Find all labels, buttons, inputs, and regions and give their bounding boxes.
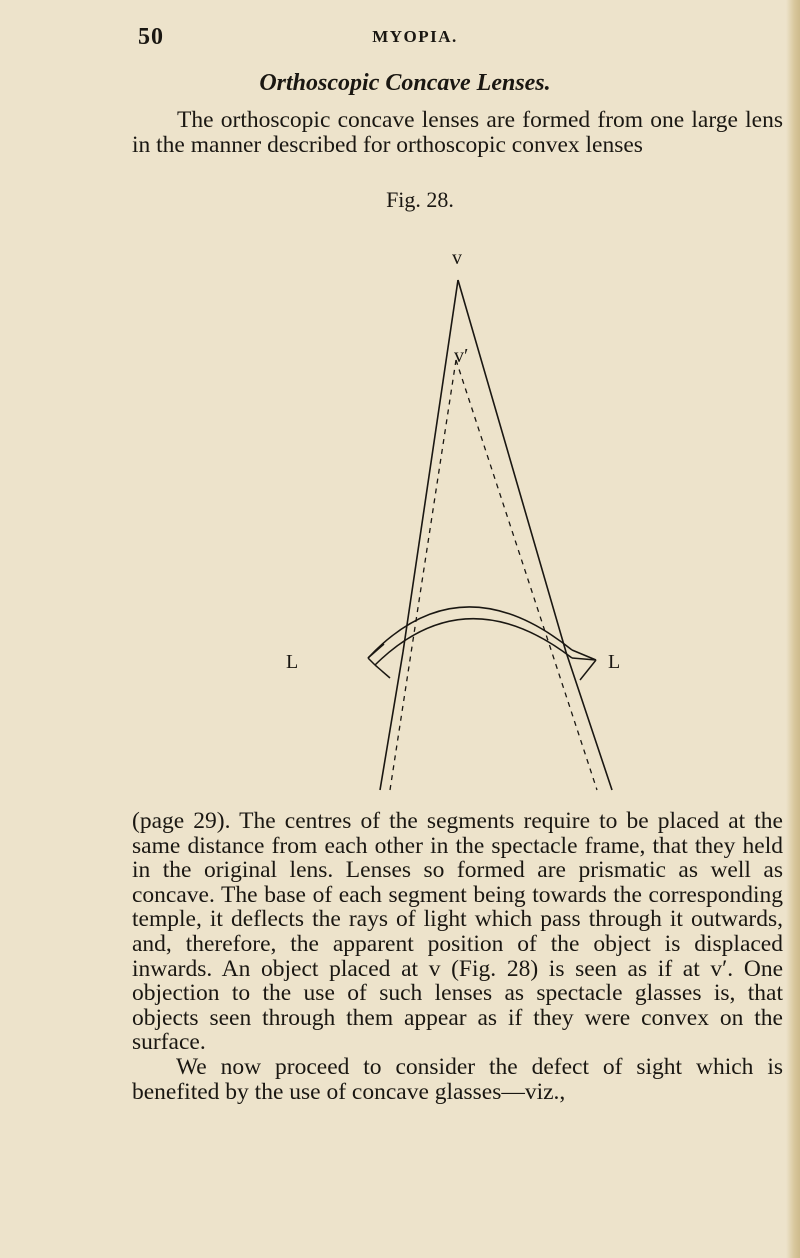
ray-dashed-left — [390, 360, 456, 790]
section-title: Orthoscopic Concave Lenses. — [259, 70, 551, 96]
page-number: 50 — [138, 24, 164, 50]
label-v: v — [452, 247, 462, 269]
lens-end-right — [572, 650, 596, 680]
ray-dashed-right — [456, 360, 597, 790]
lens-arc-outer — [368, 607, 572, 658]
label-lens-left: L — [286, 651, 299, 673]
label-v-prime: v′ — [454, 345, 469, 367]
ray-solid-left — [403, 280, 458, 652]
ray-solid-right — [458, 280, 566, 652]
paragraph-continuation: (page 29). The centres of the segments require to be placed at the same distance from each other in the spectacle frame, that they held in the original lens. Lenses so formed are prismatic as well as concave. The base of each segment being towards the corresponding temple, it deflects the rays of light which pass through it outwards, and, therefore, the apparent position of the object is displaced inwards. An object placed at v (Fig. 28) is seen as if at v′. One objection to the use of such lenses as spectacle glasses is, that objects seen through them appear as if they were convex on the surface. — [132, 808, 783, 1056]
figure-28 — [280, 240, 660, 800]
running-head: MYOPIA. — [372, 27, 458, 46]
paragraph-next: We now proceed to consider the defect of sight which is benefited by the use of concave glasses—viz., — [132, 1054, 783, 1105]
ray-solid-right-lower — [566, 652, 612, 790]
paragraph-intro: The orthoscopic concave lenses are formed from one large lens in the manner described for orthoscopic convex lenses — [132, 107, 783, 158]
figure-caption: Fig. 28. — [386, 187, 454, 212]
label-lens-right: L — [608, 651, 621, 673]
figure-28-diagram — [280, 240, 660, 800]
